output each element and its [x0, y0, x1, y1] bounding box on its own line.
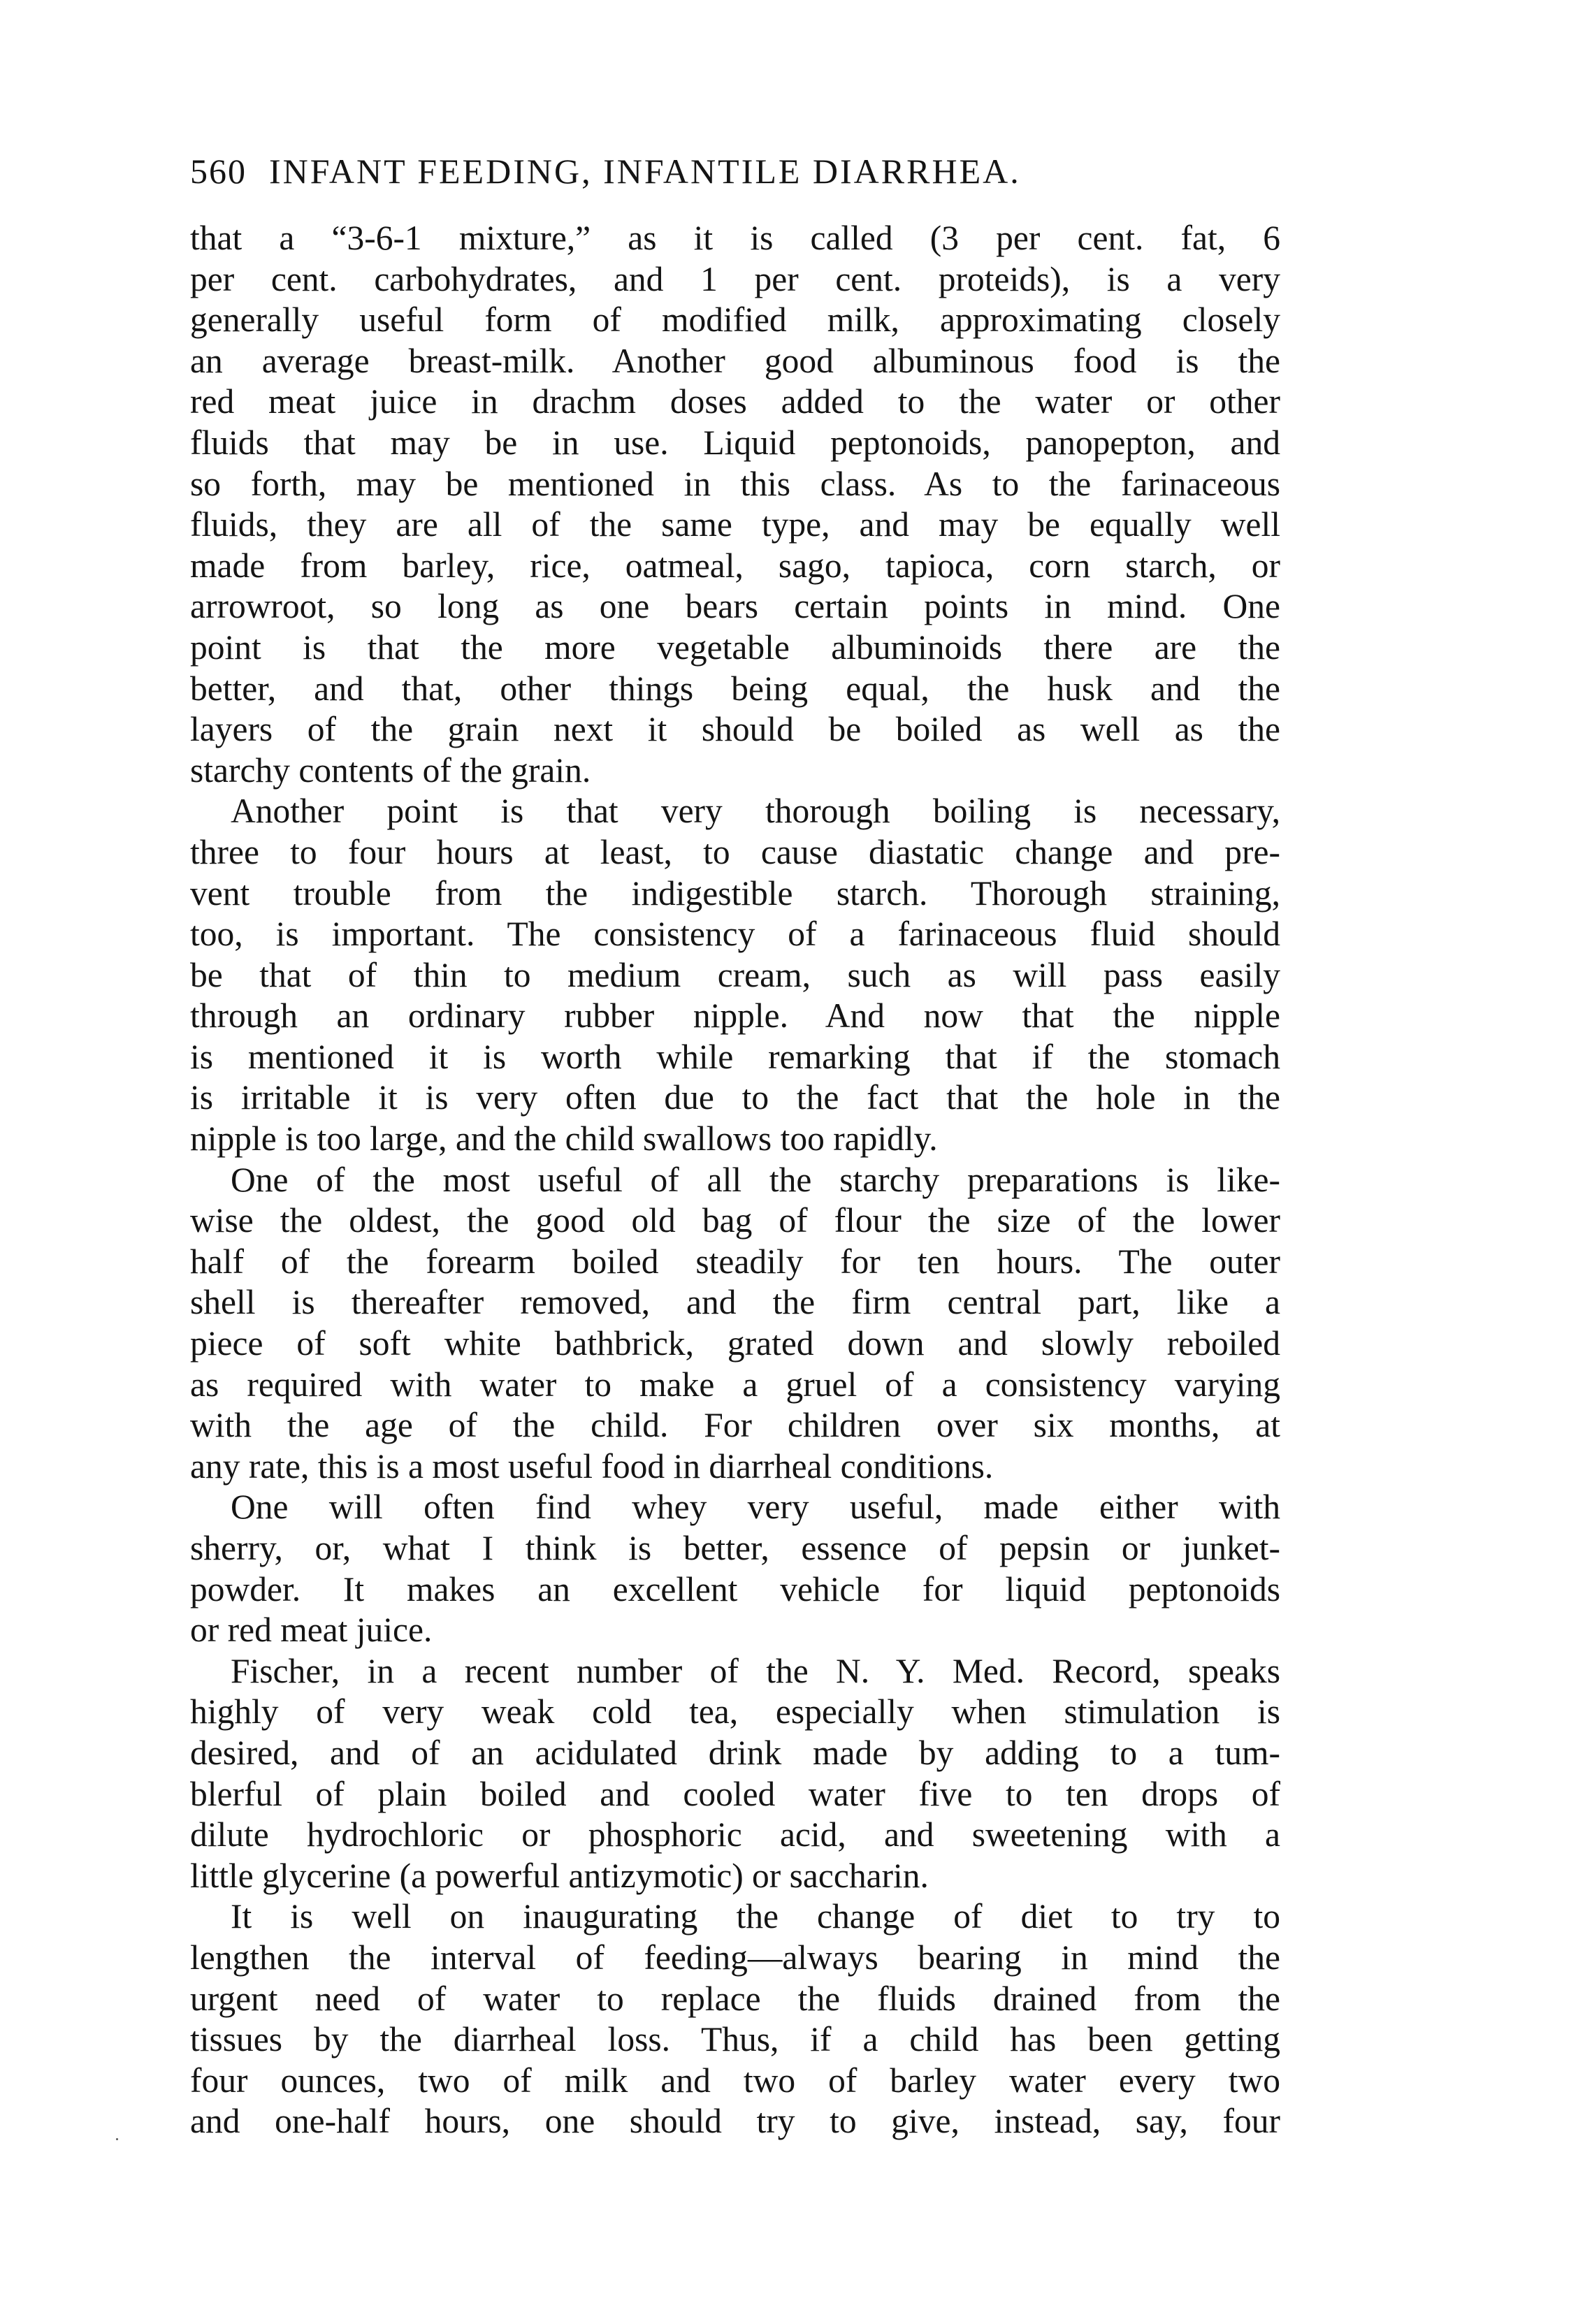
text-line: dilute hydrochloric or phosphoric acid, and sweetening with a — [190, 1815, 1280, 1854]
text-line: layers of the grain next it should be boiled as well as the — [190, 710, 1280, 749]
text-line: blerful of plain boiled and cooled water five to ten drops of — [190, 1774, 1280, 1813]
paragraph — [190, 1487, 1280, 1650]
text-line: be that of thin to medium cream, such as will pass easily — [190, 955, 1280, 994]
text-line: so forth, may be mentioned in this class. As to the farinaceous — [190, 464, 1280, 503]
text-line: or red meat juice. — [190, 1611, 433, 1650]
paragraph — [190, 1651, 1280, 1897]
text-line: per cent. carbohydrates, and 1 per cent. proteids), is a very — [190, 259, 1280, 298]
text-line: three to four hours at least, to cause diastatic change and pre- — [190, 832, 1280, 871]
text-line: highly of very weak cold tea, especially when stimulation is — [190, 1692, 1280, 1731]
text-line: Another point is that very thorough boiling is necessary, — [231, 792, 1280, 831]
text-line: fluids, they are all of the same type, and may be equally well — [190, 505, 1280, 544]
page-number: 560 — [190, 152, 247, 191]
text-line: shell is thereafter removed, and the firm central part, like a — [190, 1283, 1280, 1322]
text-line: with the age of the child. For children over six months, at — [190, 1406, 1280, 1445]
text-line: too, is important. The consistency of a farinaceous fluid should — [190, 915, 1280, 954]
text-line: One of the most useful of all the starchy preparations is like- — [231, 1160, 1280, 1199]
margin-speck — [116, 2138, 118, 2140]
text-line: tissues by the diarrheal loss. Thus, if a child has been getting — [190, 2020, 1280, 2059]
body-text — [190, 218, 1280, 2142]
text-line: arrowroot, so long as one bears certain points in mind. One — [190, 587, 1280, 626]
text-line: little glycerine (a powerful antizymotic) or saccharin. — [190, 1856, 929, 1895]
text-line: lengthen the interval of feeding—always bearing in mind the — [190, 1938, 1280, 1977]
running-head — [190, 143, 1280, 199]
text-line: Fischer, in a recent number of the N. Y. Med. Record, speaks — [231, 1651, 1280, 1690]
text-line: point is that the more vegetable albuminoids there are the — [190, 627, 1280, 667]
paragraph — [190, 1896, 1280, 2142]
text-line: It is well on inaugurating the change of diet to try to — [231, 1897, 1280, 1936]
text-line: sherry, or, what I think is better, essence of pepsin or junket- — [190, 1529, 1280, 1567]
text-line: desired, and of an acidulated drink made by adding to a tum- — [190, 1733, 1280, 1772]
text-line: half of the forearm boiled steadily for ten hours. The outer — [190, 1242, 1280, 1281]
paragraph — [190, 218, 1280, 791]
text-line: piece of soft white bathbrick, grated down and slowly reboiled — [190, 1324, 1280, 1363]
running-title: INFANT FEEDING, INFANTILE DIARRHEA. — [269, 152, 1021, 191]
text-line: and one-half hours, one should try to give, instead, say, four — [190, 2102, 1280, 2141]
text-line: One will often find whey very useful, made either with — [231, 1488, 1280, 1527]
text-line: as required with water to make a gruel of a consistency varying — [190, 1365, 1280, 1404]
text-line: wise the oldest, the good old bag of flour the size of the lower — [190, 1201, 1280, 1240]
text-line: is irritable it is very often due to the fact that the hole in the — [190, 1078, 1280, 1117]
text-line: that a “3-6-1 mixture,” as it is called (3 per cent. fat, 6 — [190, 219, 1280, 257]
text-line: nipple is too large, and the child swallows too rapidly. — [190, 1119, 938, 1159]
text-line: any rate, this is a most useful food in diarrheal conditions. — [190, 1446, 994, 1486]
text-line: an average breast-milk. Another good albuminous food is the — [190, 341, 1280, 380]
text-line: urgent need of water to replace the fluids drained from the — [190, 1979, 1280, 2018]
text-line: is mentioned it is worth while remarking that if the stomach — [190, 1037, 1280, 1076]
text-line: four ounces, two of milk and two of barley water every two — [190, 2061, 1280, 2100]
text-line: fluids that may be in use. Liquid peptonoids, panopepton, and — [190, 423, 1280, 462]
text-line: through an ordinary rubber nipple. And now that the nipple — [190, 996, 1280, 1036]
text-line: better, and that, other things being equal, the husk and the — [190, 669, 1280, 708]
text-line: powder. It makes an excellent vehicle for liquid peptonoids — [190, 1569, 1280, 1608]
text-line: starchy contents of the grain. — [190, 750, 591, 790]
paragraph — [190, 791, 1280, 1159]
text-line: generally useful form of modified milk, approximating closely — [190, 300, 1280, 340]
text-line: vent trouble from the indigestible starch. Thorough straining, — [190, 873, 1280, 913]
text-line: red meat juice in drachm doses added to the water or other — [190, 382, 1280, 421]
text-line: made from barley, rice, oatmeal, sago, tapioca, corn starch, or — [190, 546, 1280, 585]
paragraph — [190, 1160, 1280, 1488]
